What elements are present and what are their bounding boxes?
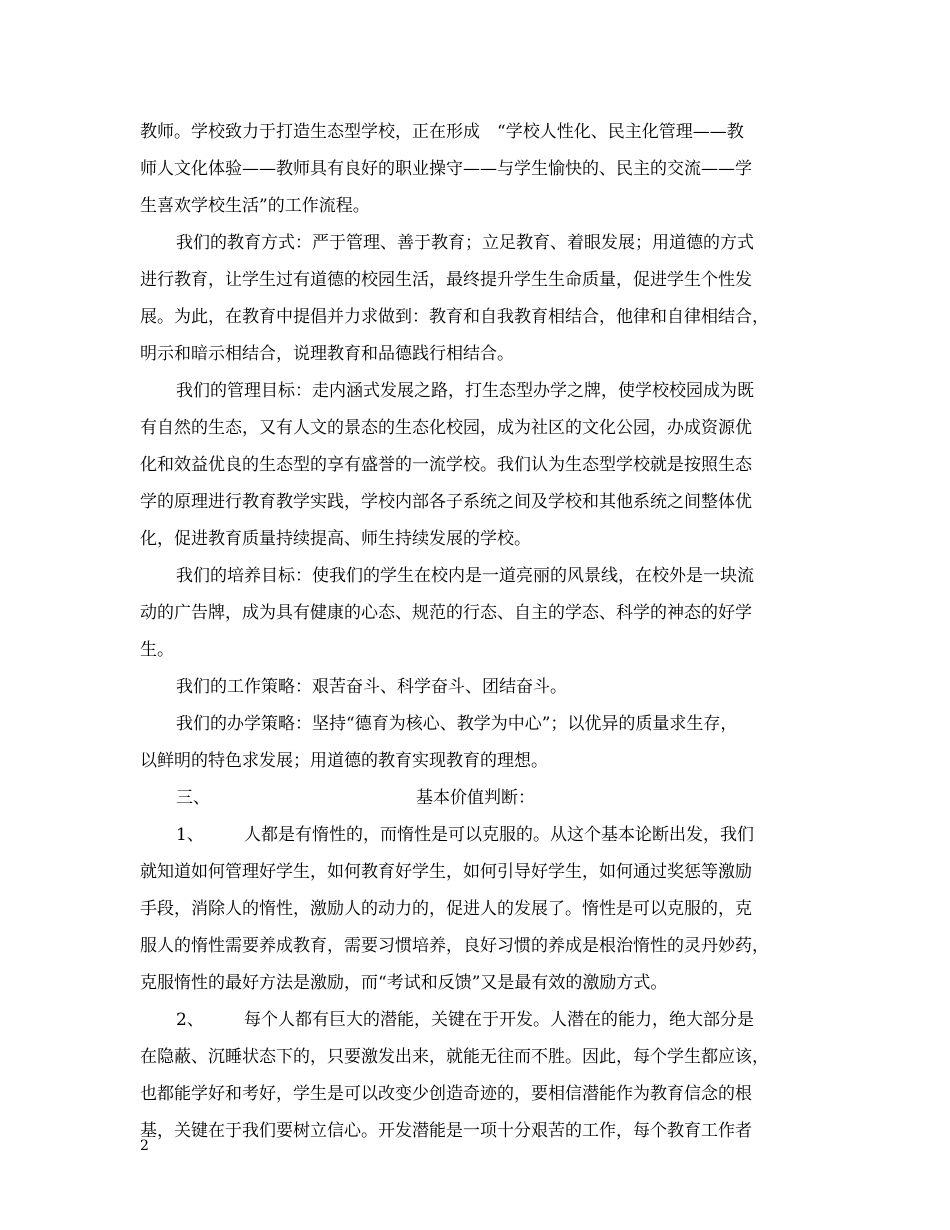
paragraph-first-line: 我们的培养目标：使我们的学生在校内是一道亮丽的风景线，在校外是一块流 bbox=[176, 566, 754, 586]
paragraph-first-line: 我们的办学策略：坚持“德育为核心、教学为中心”；以优异的质量求生存， bbox=[176, 714, 738, 734]
text-line: 就知道如何管理好学生，如何教育好学生，如何引导好学生，如何通过奖惩等激励 bbox=[140, 862, 752, 882]
item-first-line: 人都是有惰性的，而惰性是可以克服的。从这个基本论断出发，我们 bbox=[244, 825, 754, 845]
text-line: 生。 bbox=[140, 640, 174, 660]
text-line: 服人的惰性需要养成教育，需要习惯培养，良好习惯的养成是根治惰性的灵丹妙药， bbox=[140, 936, 769, 956]
text-line: 教师。学校致力于打造生态型学校，正在形成 “学校人性化、民主化管理——教 bbox=[140, 122, 744, 142]
text-line: 展。为此，在教育中提倡并力求做到：教育和自我教育相结合，他律和自律相结合， bbox=[140, 307, 769, 327]
text-line: 在隐蔽、沉睡状态下的，只要激发出来，就能无往而不胜。因此，每个学生都应该， bbox=[140, 1047, 769, 1067]
paragraph-first-line: 我们的管理目标：走内涵式发展之路，打生态型办学之牌，使学校校园成为既 bbox=[176, 381, 754, 401]
text-line: 克服惰性的最好方法是激励，而“考试和反馈”又是最有效的激励方式。 bbox=[140, 973, 668, 993]
text-line: 明示和暗示相结合，说理教育和品德践行相结合。 bbox=[140, 344, 514, 364]
text-line: 进行教育，让学生过有道德的校园生活，最终提升学生生命质量，促进学生个性发 bbox=[140, 270, 752, 290]
text-line: 基，关键在于我们要树立信心。开发潜能是一项十分艰苦的工作，每个教育工作者 bbox=[140, 1121, 752, 1141]
text-line: 化和效益优良的生态型的享有盛誉的一流学校。我们认为生态型学校就是按照生态 bbox=[140, 455, 752, 475]
section-heading: 基本价值判断： bbox=[416, 788, 535, 808]
page-number: 2 bbox=[140, 1138, 149, 1154]
text-line: 动的广告牌，成为具有健康的心态、规范的行态、自主的学态、科学的神态的好学 bbox=[140, 603, 752, 623]
text-line: 化，促进教育质量持续提高、师生持续发展的学校。 bbox=[140, 529, 531, 549]
item-number: 2、 bbox=[176, 1010, 204, 1030]
item-number: 1、 bbox=[176, 825, 204, 845]
text-line: 有自然的生态，又有人文的景态的生态化校园，成为社区的文化公园，办成资源优 bbox=[140, 418, 752, 438]
text-line: 手段，消除人的惰性，激励人的动力的，促进人的发展了。惰性是可以克服的，克 bbox=[140, 899, 752, 919]
text-line: 也都能学好和考好，学生是可以改变少创造奇迹的，要相信潜能作为教育信念的根 bbox=[140, 1084, 752, 1104]
text-line: 学的原理进行教育教学实践，学校内部各子系统之间及学校和其他系统之间整体优 bbox=[140, 492, 752, 512]
text-line: 以鲜明的特色求发展；用道德的教育实现教育的理想。 bbox=[140, 751, 548, 771]
paragraph-first-line: 我们的教育方式：严于管理、善于教育；立足教育、着眼发展；用道德的方式 bbox=[176, 233, 754, 253]
text-line: 师人文化体验——教师具有良好的职业操守——与学生愉快的、民主的交流——学 bbox=[140, 159, 752, 179]
text-line: 生喜欢学校生活”的工作流程。 bbox=[140, 196, 370, 216]
item-first-line: 每个人都有巨大的潜能，关键在于开发。人潜在的能力，绝大部分是 bbox=[244, 1010, 754, 1030]
paragraph-first-line: 我们的工作策略：艰苦奋斗、科学奋斗、团结奋斗。 bbox=[176, 677, 567, 697]
section-number: 三、 bbox=[176, 788, 210, 808]
